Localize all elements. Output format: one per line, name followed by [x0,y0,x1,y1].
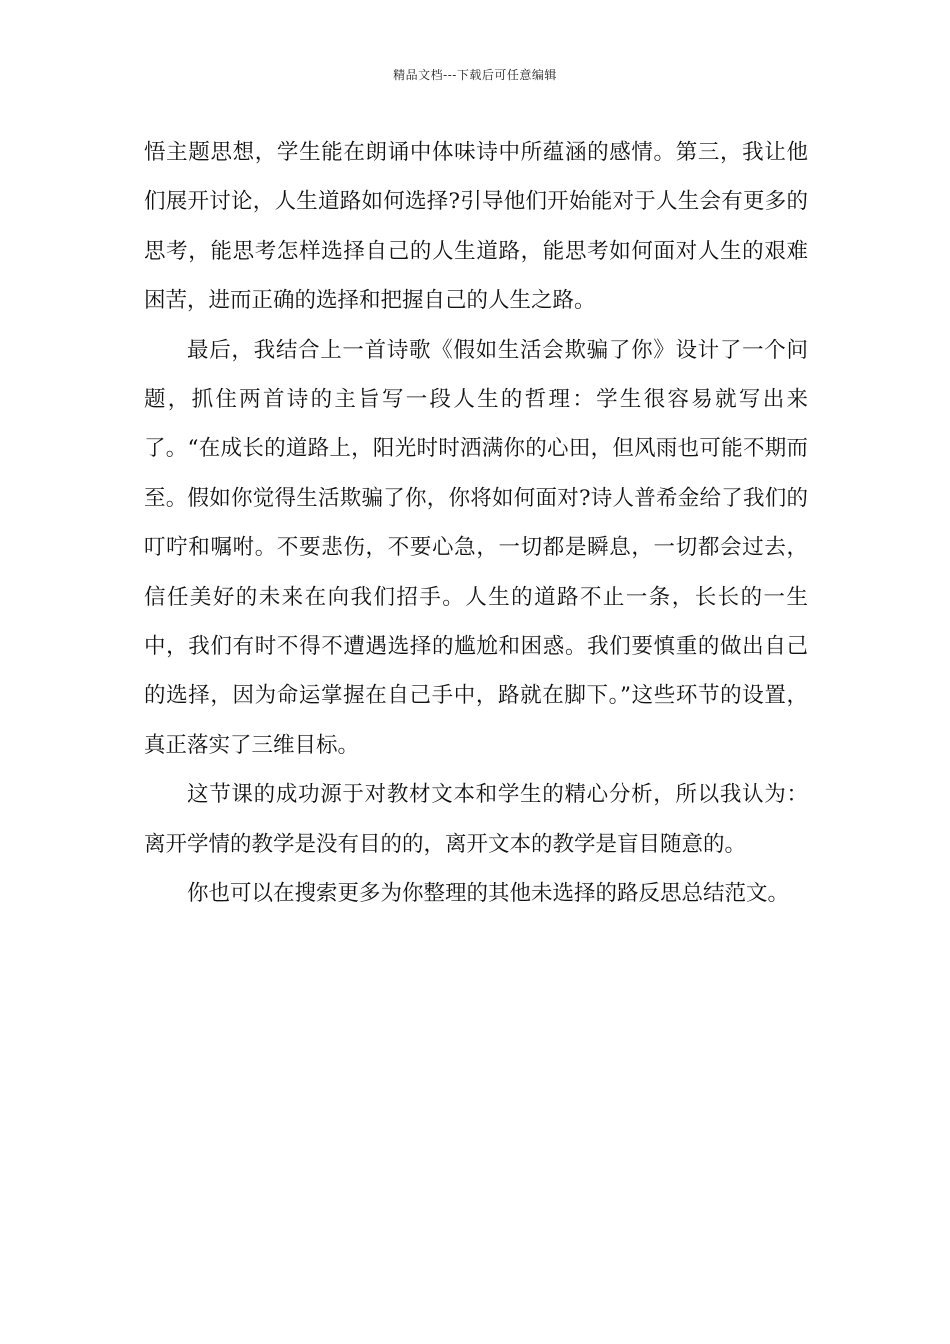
document-body [144,128,808,919]
paragraph-4: 你也可以在搜索更多为你整理的其他未选择的路反思总结范文。 [187,881,790,907]
paragraph-2: 最后，我结合上一首诗歌《假如生活会欺骗了你》设计了一个问题，抓住两首诗的主旨写一段人生的哲理：学生很容易就写出来了。“在成长的道路上，阳光时时洒满你的心田，但风雨也可能不期而至。假如你觉得生活欺骗了你，你将如何面对?诗人普希金给了我们的叮咛和嘱咐。不要悲伤，不要心急，一切都是瞬息，一切都会过去，信任美好的未来在向我们招手。人生的道路不止一条，长长的一生中，我们有时不得不遭遇选择的尴尬和困惑。我们要慎重的做出自己的选择，因为命运掌握在自己手中，路就在脚下。”这些环节的设置，真正落实了三维目标。 [144,337,808,758]
paragraph-1: 悟主题思想，学生能在朗诵中体味诗中所蕴涵的感情。第三，我让他们展开讨论，人生道路如何选择?引导他们开始能对于人生会有更多的思考，能思考怎样选择自己的人生道路，能思考如何面对人生的艰难困苦，进而正确的选择和把握自己的人生之路。 [144,140,808,314]
paragraph-3: 这节课的成功源于对教材文本和学生的精心分析，所以我认为：离开学情的教学是没有目的的，离开文本的教学是盲目随意的。 [144,782,808,857]
page-header: 精品文档---下载后可任意编辑 [393,68,557,82]
